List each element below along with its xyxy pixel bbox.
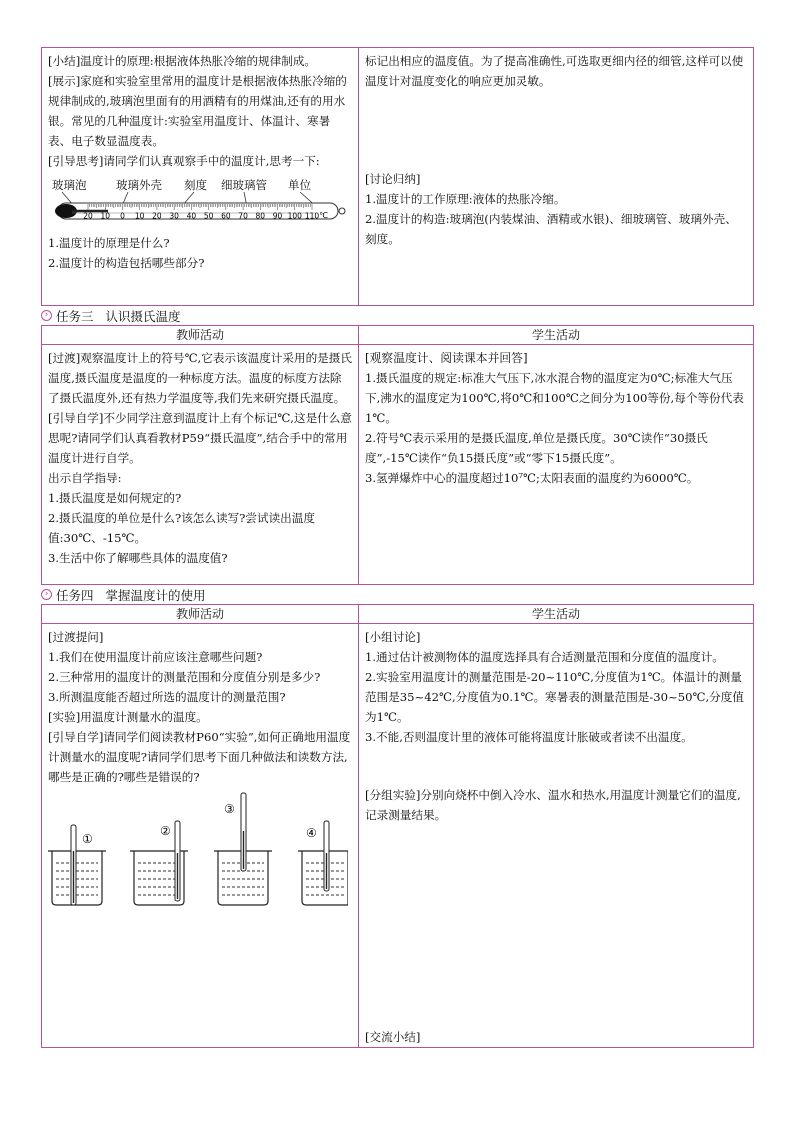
task3-teacher-header: 教师活动: [42, 326, 359, 345]
thermometer-tick-label: 40: [186, 211, 197, 221]
task4-teacher-p2: 1.我们在使用温度计前应该注意哪些问题?: [48, 650, 263, 664]
beaker-label-1: ①: [82, 832, 93, 846]
discuss-item-2: 2.温度计的构造:玻璃泡(内装煤油、酒精或水银)、细玻璃管、玻璃外壳、刻度。: [365, 212, 737, 246]
task3-student-title: [观察温度计、阅读课本并回答]: [365, 351, 528, 365]
task4-teacher-p4: 3.所测温度能否超过所选的温度计的测量范围?: [48, 690, 286, 704]
display-text: [展示]家庭和实验室里常用的温度计是根据液体热胀冷缩的规律制成的,玻璃泡里面有的用酒精有的用煤油,还有的用水银。常见的几种温度计:实验室用温度计、体温计、寒暑表、电子数显温度表。: [48, 74, 347, 148]
thermometer-tick-label: 110: [304, 211, 320, 221]
task4-teacher-p5: [实验]用温度计测量水的温度。: [48, 710, 208, 724]
task4-summary: [交流小结]: [365, 1030, 421, 1044]
thermometer-tick-label: 70: [238, 211, 248, 221]
thermometer-tick-label: 10: [134, 211, 145, 221]
thermometer-tick-label: 20: [83, 211, 93, 221]
thermometer-tick-label: 30: [169, 211, 179, 221]
task4-teacher-cell: [42, 624, 359, 1048]
label-scale: 刻度: [184, 178, 207, 192]
thermometer-tick-label: 100: [287, 211, 302, 221]
label-bulb: 玻璃泡: [52, 178, 87, 192]
thermometer-unit-label: ℃: [319, 211, 328, 220]
thermometer-tick-label: 10: [100, 211, 111, 221]
task3-student-p3: 3.氢弹爆炸中心的温度超过10⁷℃;太阳表面的温度约为6000℃。: [365, 471, 699, 485]
top-right-cell: [359, 48, 754, 306]
task4-heading: [41, 585, 753, 604]
task4-teacher-p6: [引导自学]请同学们阅读教材P60“实验”,如何正确地用温度计测量水的温度呢?请同学们思考下面几种做法和读数方法,哪些是正确的?哪些是错误的?: [48, 730, 351, 784]
thermometer-tick-label: 80: [255, 211, 266, 221]
top-table: [41, 47, 754, 306]
task3-teacher-p6: 3.生活中你了解哪些具体的温度值?: [48, 551, 228, 565]
task4-teacher-header: 教师活动: [42, 605, 359, 624]
task3-student-cell: [359, 345, 754, 585]
question-2: 2.温度计的构造包括哪些部分?: [48, 256, 205, 270]
task4-student-cell: [359, 624, 754, 1048]
task3-title: 认识摄氏温度: [105, 308, 181, 324]
beaker-diagrams: [48, 791, 352, 911]
task4-group-p1: 1.通过估计被测物体的温度选择具有合适测量范围和分度值的温度计。: [365, 650, 724, 664]
task4-student-header: 学生活动: [359, 605, 754, 624]
task4-teacher-p1: [过渡提问]: [48, 630, 104, 644]
thermometer-drawing: [48, 189, 348, 233]
summary-text: [小结]温度计的原理:根据液体热胀冷缩的规律制成。: [48, 54, 317, 68]
task3-number: 任务三: [56, 308, 94, 324]
thermometer-diagram: [48, 175, 352, 233]
lesson-page: [41, 47, 753, 1048]
chevron-right-icon: ›: [41, 310, 52, 321]
task4-teacher-p3: 2.三种常用的温度计的测量范围和分度值分别是多少?: [48, 670, 321, 684]
beaker-label-3: ③: [224, 802, 235, 816]
beaker-1: [48, 825, 106, 905]
top-left-cell: [42, 48, 359, 306]
task3-teacher-p2: [引导自学]不少同学注意到温度计上有个标记℃,这是什么意思呢?请同学们认真看教材P59“摄氏温度”,结合手中的常用温度计进行自学。: [48, 411, 352, 465]
task4-experiment: [分组实验]分别向烧杯中倒入冷水、温水和热水,用温度计测量它们的温度,记录测量结果。: [365, 788, 741, 822]
task3-student-p1: 1.摄氏温度的规定:标准大气压下,冰水混合物的温度定为0℃;标准大气压下,沸水的温度定为100℃,将0℃和100℃之间分为100等份,每个等份代表1℃。: [365, 371, 744, 425]
task4-number: 任务四: [56, 587, 94, 603]
thermometer-tick-label: 60: [221, 211, 231, 221]
beaker-3: [214, 793, 272, 905]
guide-think-text: [引导思考]请同学们认真观察手中的温度计,思考一下:: [48, 154, 320, 168]
beaker-drawing: [48, 791, 348, 911]
beaker-2: [130, 821, 188, 905]
precision-text: 标记出相应的温度值。为了提高准确性,可选取更细内径的细管,这样可以使温度计对温度变化的响应更加灵敏。: [365, 54, 744, 88]
beaker-label-2: ②: [160, 824, 171, 838]
task3-teacher-p4: 1.摄氏温度是如何规定的?: [48, 491, 182, 505]
label-shell: 玻璃外壳: [116, 178, 162, 192]
beaker-label-4: ④: [306, 826, 317, 840]
task3-teacher-p3: 出示自学指导:: [48, 471, 122, 485]
beaker-4: [298, 821, 348, 905]
discuss-item-1: 1.温度计的工作原理:液体的热胀冷缩。: [365, 192, 566, 206]
label-unit: 单位: [288, 178, 311, 192]
thermometer-tick-label: 50: [203, 211, 214, 221]
label-tube: 细玻璃管: [221, 178, 267, 192]
thermometer-tick-label: 0: [120, 211, 125, 221]
question-1: 1.温度计的原理是什么?: [48, 236, 170, 250]
task3-student-p2: 2.符号℃表示采用的是摄氏温度,单位是摄氏度。30℃读作“30摄氏度”,-15℃读作“负15摄氏度”或“零下15摄氏度”。: [365, 431, 708, 465]
task4-title: 掌握温度计的使用: [105, 587, 206, 603]
task3-teacher-p5: 2.摄氏温度的单位是什么?该怎么读写?尝试读出温度值:30℃、-15℃。: [48, 511, 315, 545]
thermometer-tick-label: 90: [272, 211, 283, 221]
task4-group-p3: 3.不能,否则温度计里的液体可能将温度计胀破或者读不出温度。: [365, 730, 693, 744]
task3-teacher-cell: [42, 345, 359, 585]
task4-table: [41, 604, 754, 1048]
task4-group-title: [小组讨论]: [365, 630, 421, 644]
thermometer-tick-label: 20: [152, 211, 162, 221]
task4-group-p2: 2.实验室用温度计的测量范围是-20~110℃,分度值为1℃。体温计的测量范围是35~42℃,分度值为0.1℃。寒暑表的测量范围是-30~50℃,分度值为1℃。: [365, 670, 744, 724]
task3-table: [41, 325, 754, 585]
task3-heading: [41, 306, 753, 325]
discuss-title: [讨论归纳]: [365, 172, 421, 186]
task3-teacher-p1: [过渡]观察温度计上的符号℃,它表示该温度计采用的是摄氏温度,摄氏温度是温度的一种标度方法。温度的标度方法除了摄氏温度外,还有热力学温度等,我们先来研究摄氏温度。: [48, 351, 352, 405]
task3-student-header: 学生活动: [359, 326, 754, 345]
chevron-right-icon: ›: [41, 589, 52, 600]
